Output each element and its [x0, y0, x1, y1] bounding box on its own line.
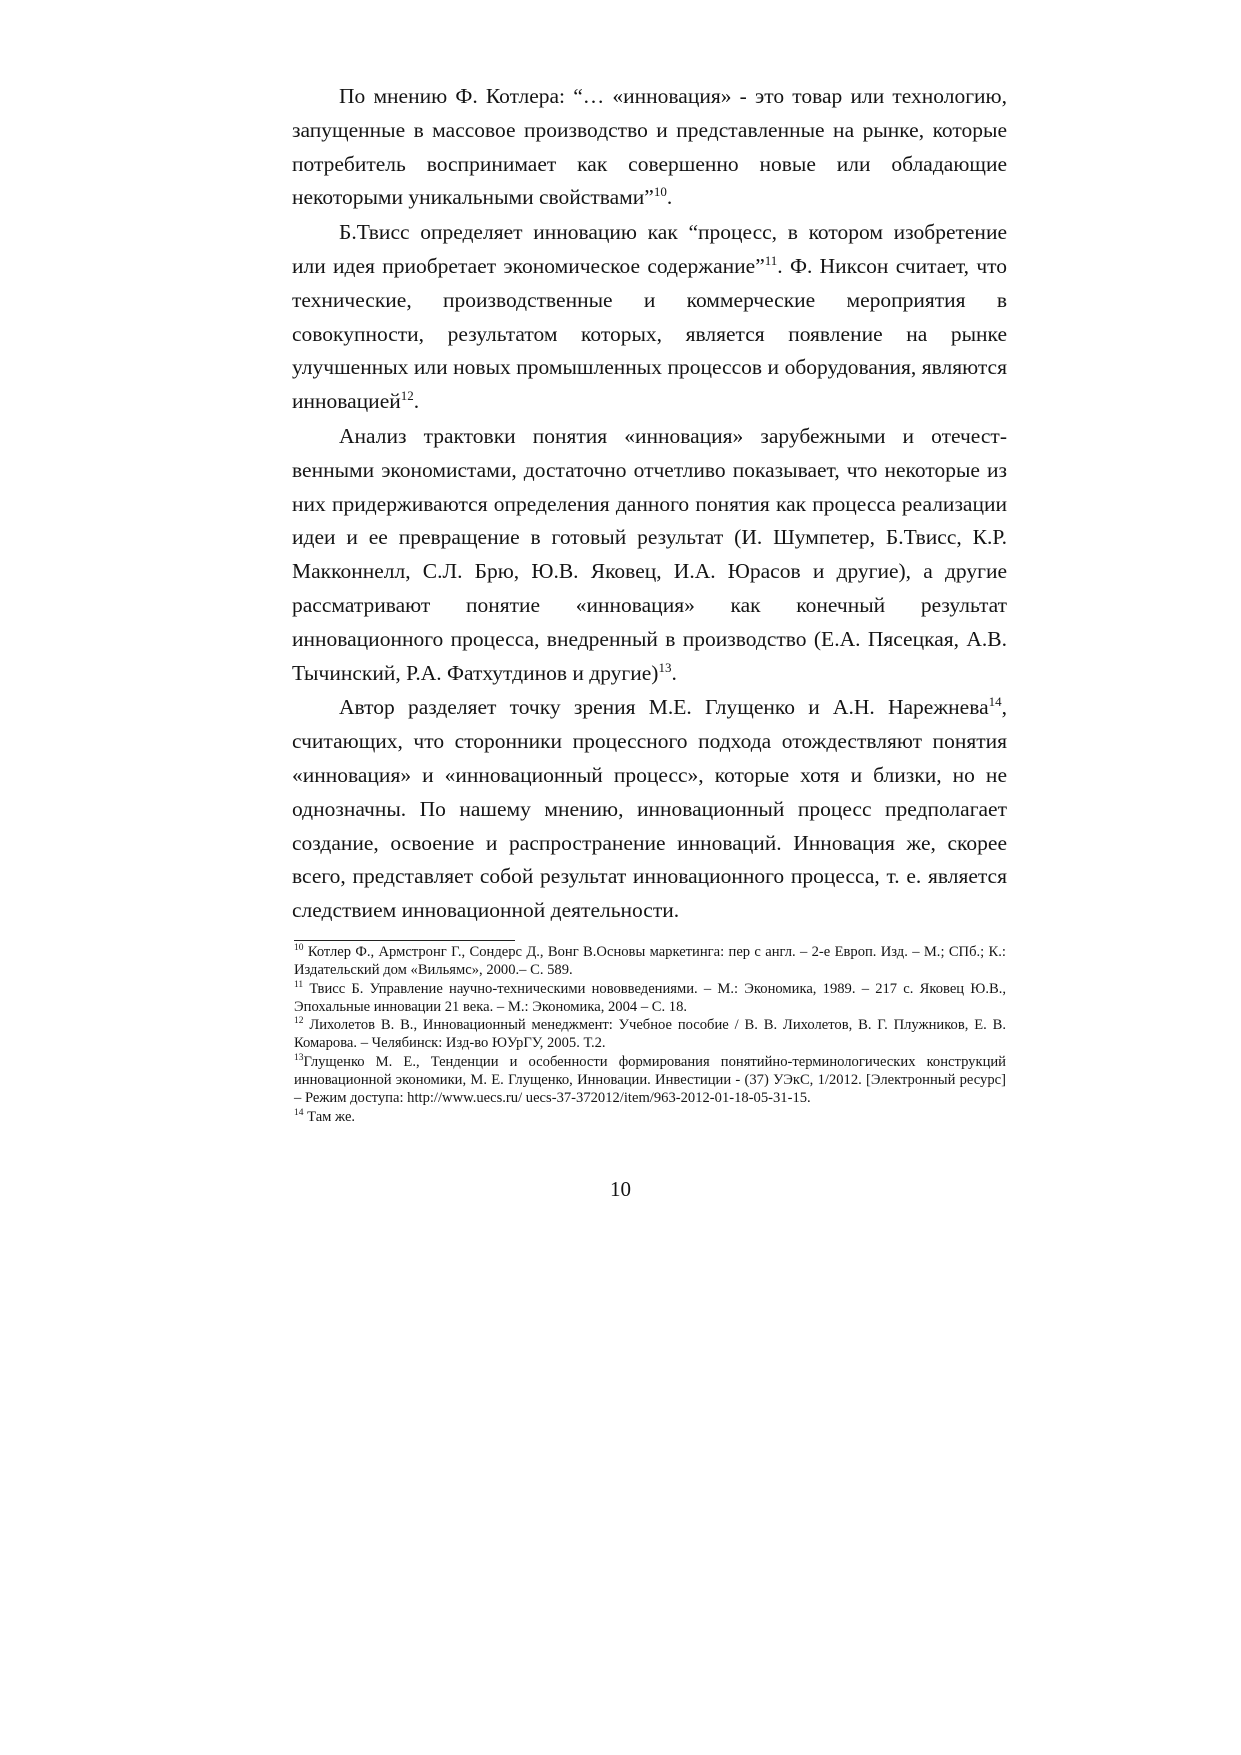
footnote-number: 10 [294, 943, 304, 954]
footnote-ref: 13 [658, 659, 672, 675]
footnote-ref: 12 [400, 388, 414, 404]
footnote: $^{11}$ Твисс Б. Управление научно-техническими нововведениями. – М.: Экономика, 1989. – 217 с. Яковец Ю.В., Эпохальные инновации 21 века. – М.: Экономика, 2004 – С. 18. [294, 979, 1006, 1015]
footnote-number: 11 [294, 979, 304, 990]
footnote-ref: 11 [764, 252, 778, 268]
body-text [292, 80, 1007, 929]
paragraph: Б.Твисс определяет инновацию как “процесс, в котором изобретение или идея приобретает экономическое содержание”$^{11}$. Ф. Никсон считает, что технические, производственные и коммерческие мероприятия в совокупности, результатом которых, является появление на рынке улучшенных или новых промышленных процессов и оборудования, являются инновацией$^{12}$. [292, 220, 1007, 414]
footnote-number: 13 [294, 1052, 304, 1063]
footnote: $^{10}$ Котлер Ф., Армстронг Г., Сондерс Д., Вонг В.Основы маркетинга: пер с англ. – 2-е Европ. Изд. – М.; СПб.; К.: Издательский дом «Вильямс», 2000.– С. 589. [294, 943, 1006, 979]
paragraph: Анализ трактовки понятия «инновация» зарубежными и отечественными экономистами, достаточно отчетливо показывает, что некоторые из них придерживаются определения данного понятия как процесса реализации идеи и ее превращение в готовый результат (И. Шумпетер, Б.Твисс, К.Р. Макконнелл, С.Л. Брю, Ю.В. Яковец, И.А. Юрасов и другие), а другие рассматривают понятие «инновация» как конечный результат инновационного процесса, внедренный в производство (Е.А. Пясецкая, А.В. Тычинский, Р.А. Фатхутдинов и другие)$^{13}$. [292, 423, 1007, 685]
footnote-ref: 14 [988, 694, 1002, 710]
page-number: 10 [610, 1177, 631, 1201]
footnote-ref: 10 [653, 184, 667, 200]
footnote: $^{14}$ Там же. [294, 1107, 356, 1125]
footnote-separator [294, 940, 515, 941]
footnote-number: 12 [294, 1016, 304, 1027]
footnote: $^{13}$Глущенко М. Е., Тенденции и особенности формирования понятийно-терминологических конструкций инновационной экономики, М. Е. Глущенко, Инновации. Инвестиции - (37) УЭкС, 1/2012. [Электронный ресурс] – Режим доступа: http://www.uecs.ru/ uecs-37-372012/item/963-2012-01-18-05-31-15. [294, 1052, 1006, 1107]
footnote: $^{12}$ Лихолетов В. В., Инновационный менеджмент: Учебное пособие / В. В. Лихолетов, В. Г. Плужников, Е. В. Комарова. – Челябинск: Изд-во ЮУрГУ, 2005. Т.2. [294, 1016, 1006, 1052]
paragraph: Автор разделяет точку зрения М.Е. Глущенко и А.Н. Нарежнева$^{14}$, считающих, что сторонники процессного подхода отождествляют понятия «инновация» и «инновационный процесс», которые хотя и близки, но не однозначны. По нашему мнению, инновационный процесс предполагает создание, освоение и распространение инноваций. Инновация же, скорее всего, представляет собой результат инновационного процесса, т. е. является следствием инновационной деятельности. [292, 694, 1007, 923]
paragraph: По мнению Ф. Котлера: “… «инновация» - это товар или технологию, запущенные в массовое производство и представленные на рынке, которые потребитель воспринимает как совершенно новые или обладающие некоторыми уникальными свойствами”$^{10}$. [292, 84, 1007, 210]
footnote-number: 14 [294, 1107, 304, 1118]
footnotes [294, 943, 1006, 1126]
